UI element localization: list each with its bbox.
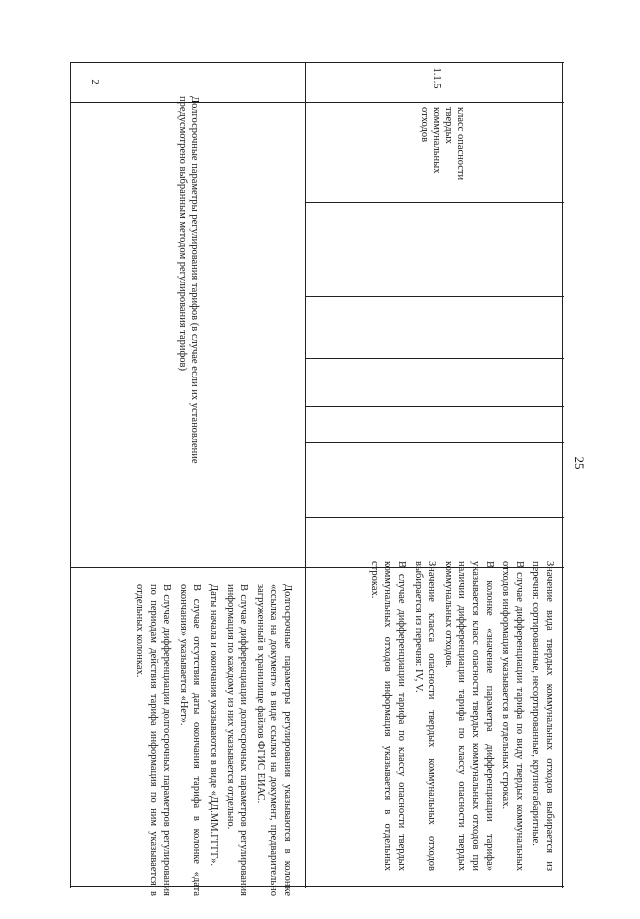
row-1-1-5-paragraph: В колонке «значение параметра дифференциации тарифа» указывается класс опасности твердых коммунальных отходов при наличии дифференциации тарифа по классу опасности твердых коммунальных отходов. [442,561,495,871]
column-divider [305,442,564,443]
row-1-1-5-paragraph: Значение вида твердых коммунальных отходов выбирается из перечня: сортированные, несортированные, крупногабаритные. [530,561,555,871]
row-1-1-5-paragraph: Значение класса опасности твердых коммунальных отходов выбирается из перечня: IV, V. [412,561,438,871]
row-2-paragraph: Долгосрочные параметры регулирования указываются в колонке «ссылка на документ» в виде ссылки на документ, предварительно загруженный в хранилище файлов ФГИС ЕИАС. [254,584,293,896]
row-2-paragraph: В случае дифференциации долгосрочных параметров регулирования по периодам действия тарифа информация по ним указывается в отдельных колонках. [134,584,173,896]
row-1-1-5-description [312,561,556,871]
row-2-name: Долгосрочные параметры регулирования тарифов (в случае если их установление предусмотрено выбранным методом регулирования тарифов) [177,96,200,464]
table-border-right [562,62,563,888]
row-divider [305,62,306,888]
column-divider [70,102,564,103]
row-2-paragraph: Даты начала и окончания указываются в виде «ДД.ММ.ГГГГ». [208,584,220,867]
row-1-1-5-name: класс опасности твердых коммунальных отходов [419,107,466,181]
column-divider [305,406,564,407]
column-divider [305,517,564,518]
column-divider [305,358,564,359]
row-2-paragraph: В случае отсутствия даты окончания тарифа в колонке «дата окончания» указывается «Нет». [177,584,203,896]
row-2-code: 2 [89,79,100,85]
row-1-1-5-paragraph: В случае дифференциации тарифа по классу опасности твердых коммунальных отходов информация указывается в отдельных строках. [368,561,408,871]
page-number: 25 [572,456,587,470]
table-border-top [70,62,564,63]
column-divider [305,296,564,297]
requirements-table [70,62,564,896]
column-divider [305,202,564,203]
row-2-description [70,584,294,896]
row-2-paragraph: В случае дифференциации долгосрочных параметров регулирования информация по каждому из них указывается отдельно. [224,584,250,896]
row-1-1-5-code: 1.1.5 [431,67,442,89]
row-1-1-5-paragraph: В случае дифференциации тарифа по виду твердых коммунальных отходов информация указывается в отдельных строках. [500,561,525,871]
